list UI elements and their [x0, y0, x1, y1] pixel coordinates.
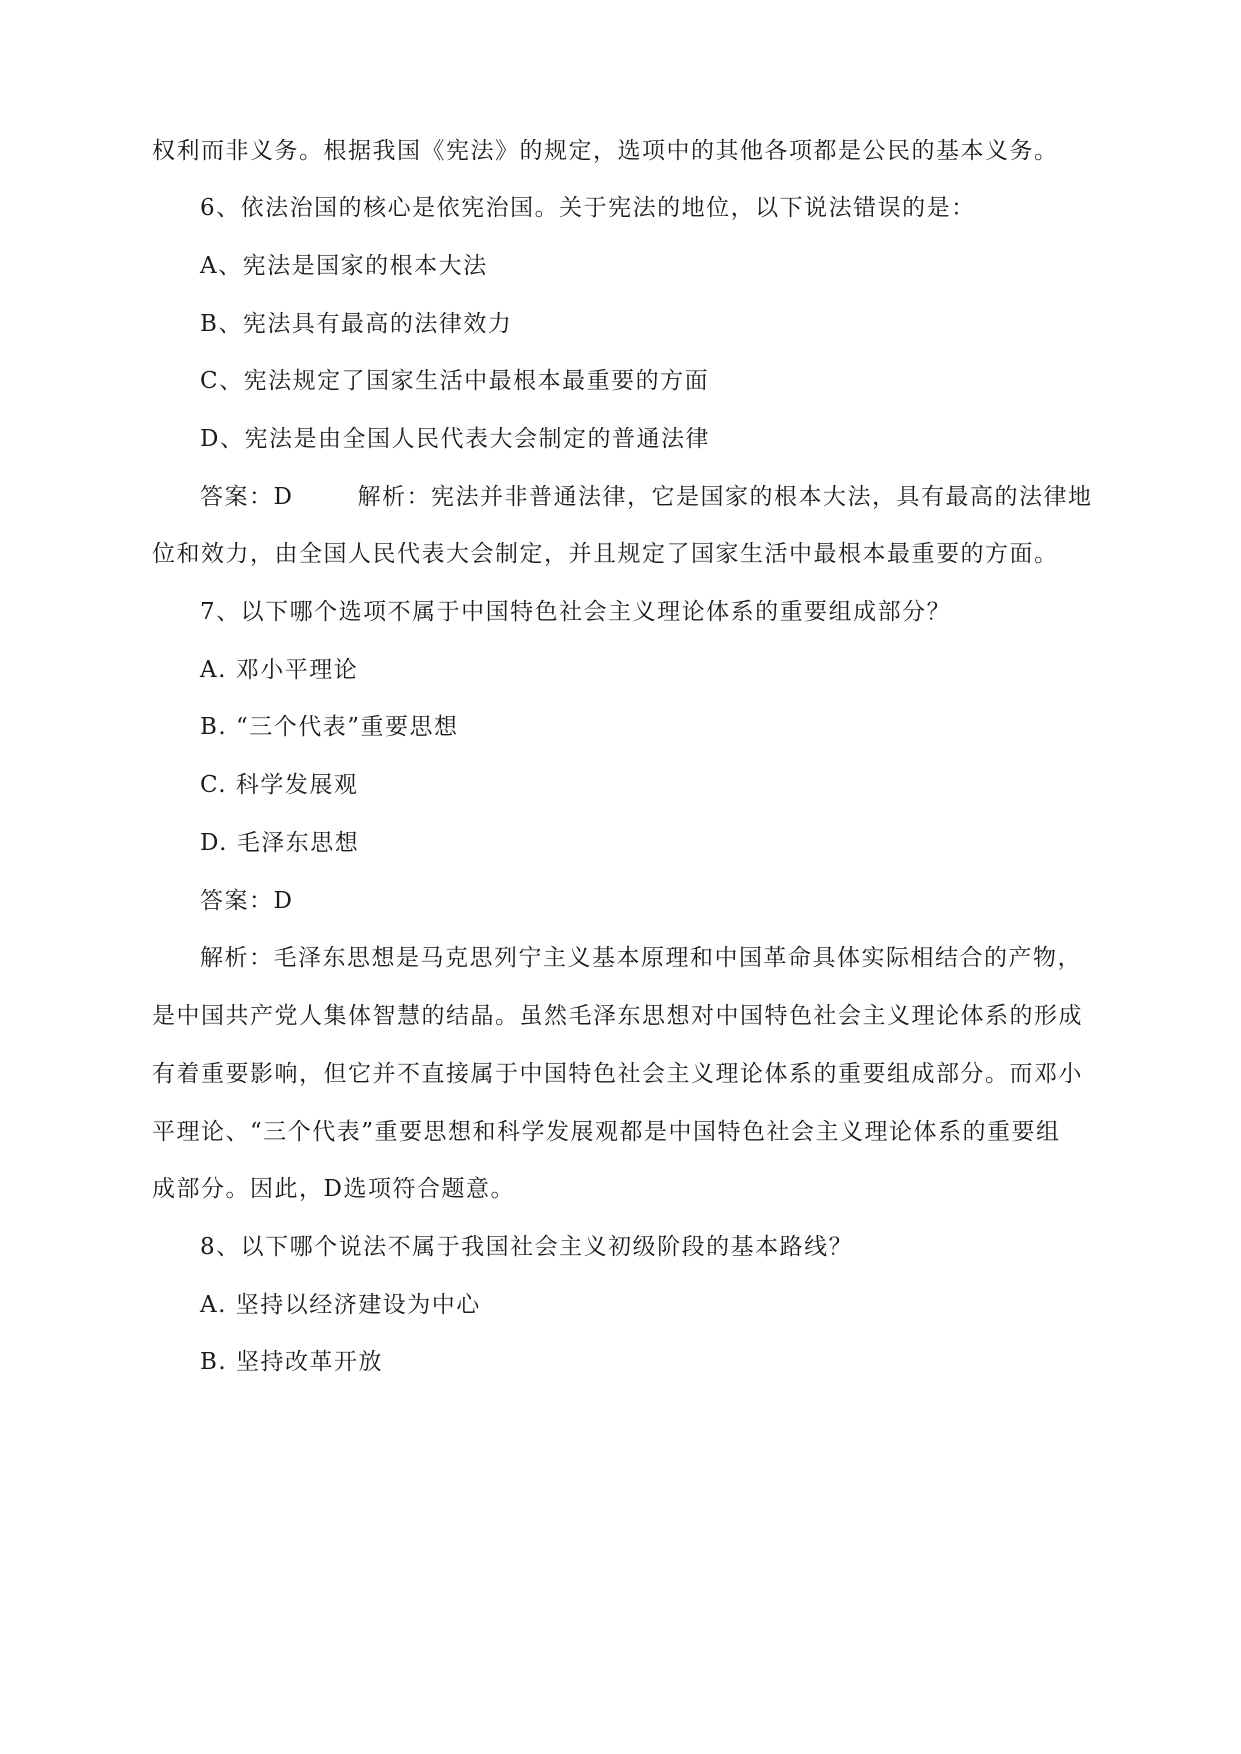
- analysis-7-line-1: 解析：毛泽东思想是马克思列宁主义基本原理和中国革命具体实际相结合的产物，: [200, 945, 1082, 971]
- option-7c: C. 科学发展观: [200, 772, 359, 798]
- question-7: 7、以下哪个选项不属于中国特色社会主义理论体系的重要组成部分？: [200, 599, 952, 625]
- option-7d: D. 毛泽东思想: [200, 830, 360, 856]
- option-6b: B、宪法具有最高的法律效力: [200, 311, 513, 337]
- analysis-7-line-5: 成部分。因此，D选项符合题意。: [152, 1176, 515, 1202]
- answer-7: 答案：D: [200, 888, 294, 914]
- option-8a: A. 坚持以经济建设为中心: [200, 1292, 481, 1318]
- analysis-7-line-3: 有着重要影响，但它并不直接属于中国特色社会主义理论体系的重要组成部分。而邓小: [152, 1061, 1083, 1087]
- option-6d: D、宪法是由全国人民代表大会制定的普通法律: [200, 426, 710, 452]
- option-6c: C、宪法规定了国家生活中最根本最重要的方面: [200, 368, 710, 394]
- option-7a: A. 邓小平理论: [200, 657, 359, 683]
- option-7b: B. “三个代表”重要思想: [200, 714, 459, 740]
- analysis-6-line-2: 位和效力，由全国人民代表大会制定，并且规定了国家生活中最根本最重要的方面。: [152, 541, 1059, 567]
- question-6: 6、依法治国的核心是依宪治国。关于宪法的地位，以下说法错误的是：: [200, 195, 976, 221]
- option-6a: A、宪法是国家的根本大法: [200, 253, 488, 279]
- analysis-6-line-1: 解析：宪法并非普通法律，它是国家的根本大法，具有最高的法律地: [357, 484, 1093, 510]
- answer-6: 答案：D: [200, 484, 294, 510]
- option-8b: B. 坚持改革开放: [200, 1349, 384, 1375]
- analysis-7-line-2: 是中国共产党人集体智慧的结晶。虽然毛泽东思想对中国特色社会主义理论体系的形成: [152, 1003, 1083, 1029]
- paragraph-line: 权利而非义务。根据我国《宪法》的规定，选项中的其他各项都是公民的基本义务。: [152, 138, 1059, 164]
- answer-analysis-6: [200, 482, 1160, 512]
- question-8: 8、以下哪个说法不属于我国社会主义初级阶段的基本路线？: [200, 1234, 854, 1260]
- analysis-7-line-4: 平理论、“三个代表”重要思想和科学发展观都是中国特色社会主义理论体系的重要组: [152, 1119, 1061, 1145]
